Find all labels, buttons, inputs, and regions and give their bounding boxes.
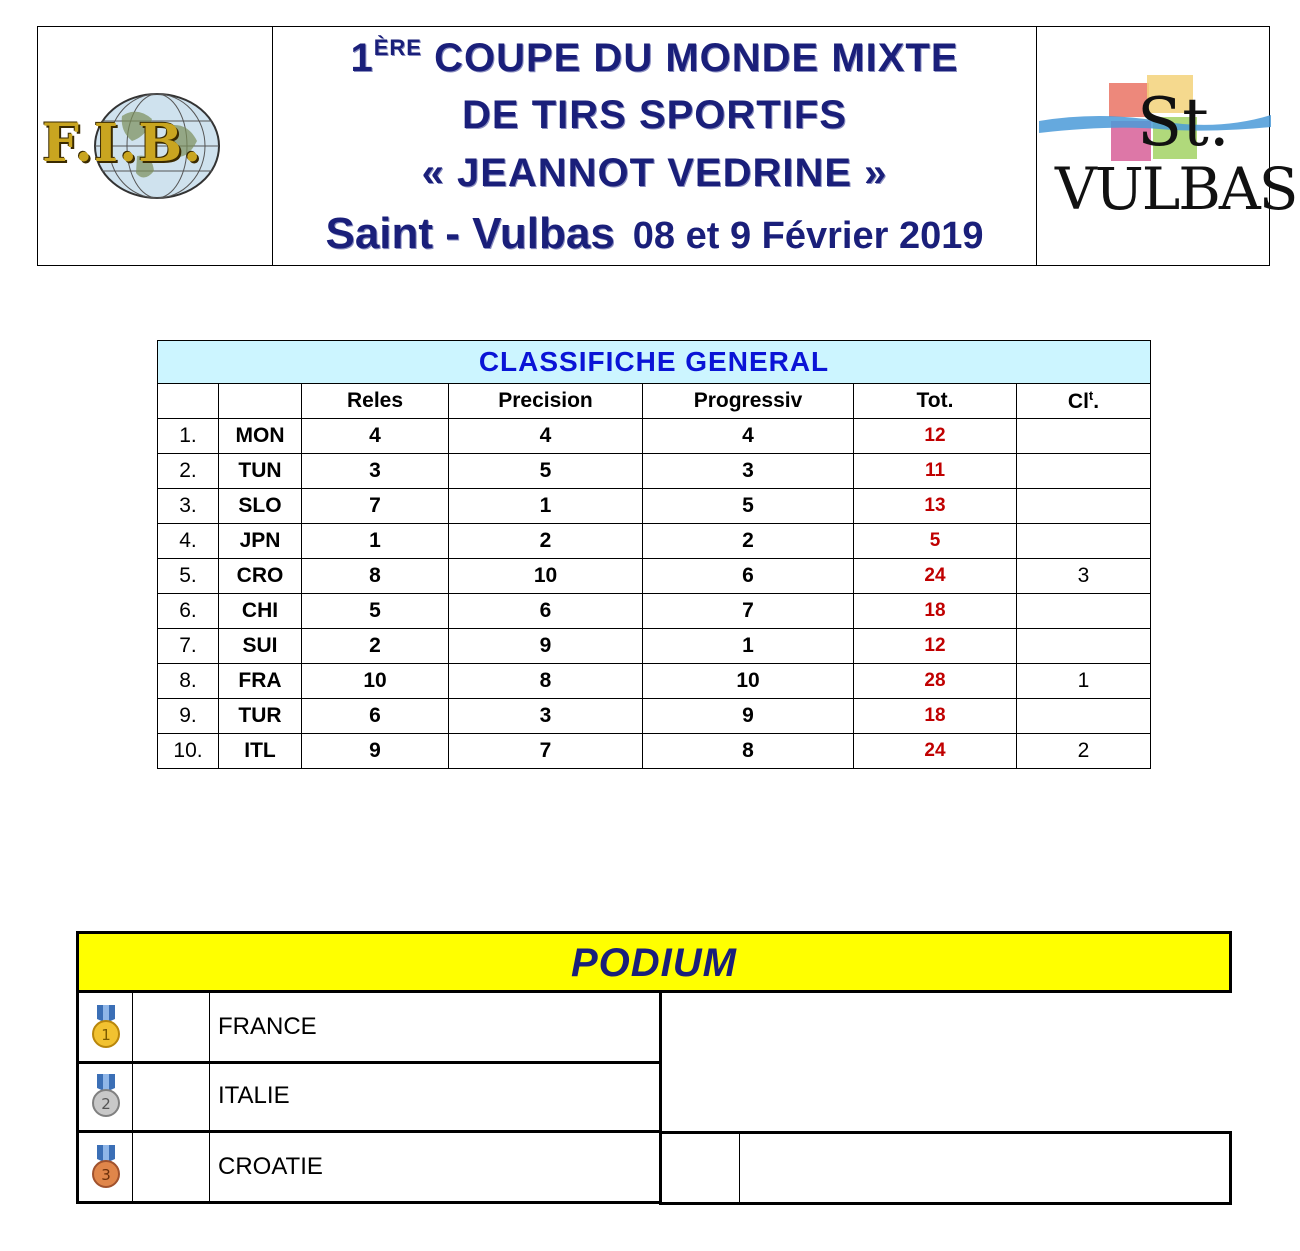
cell-cl: 2 — [1017, 734, 1151, 769]
cell-team: TUN — [219, 454, 302, 489]
cell-progressiv: 6 — [643, 559, 854, 594]
col-header-progressiv: Progressiv — [643, 384, 854, 419]
cell-reles: 8 — [302, 559, 449, 594]
vulbas-logo-text: VULBAS — [1055, 155, 1297, 223]
table-row — [158, 664, 1151, 699]
cell-reles: 2 — [302, 629, 449, 664]
cell-cl — [1017, 454, 1151, 489]
table-title: CLASSIFICHE GENERAL — [158, 341, 1151, 384]
podium-row — [76, 1062, 662, 1133]
location-date-line — [273, 209, 1036, 259]
cell-cl — [1017, 524, 1151, 559]
cell-total: 24 — [854, 734, 1017, 769]
table-row — [158, 699, 1151, 734]
cell-total: 12 — [854, 419, 1017, 454]
cell-cl — [1017, 594, 1151, 629]
podium-extra-cell — [740, 1134, 1229, 1202]
col-header-reles: Reles — [302, 384, 449, 419]
cell-progressiv: 5 — [643, 489, 854, 524]
cell-reles: 10 — [302, 664, 449, 699]
table-title-row — [158, 341, 1151, 384]
cell-cl: 1 — [1017, 664, 1151, 699]
cell-total: 11 — [854, 454, 1017, 489]
cell-total: 18 — [854, 594, 1017, 629]
cell-precision: 10 — [449, 559, 643, 594]
col-header-cl-dot: . — [1093, 390, 1100, 413]
cell-team: TUR — [219, 699, 302, 734]
fib-logo-cell — [38, 27, 273, 265]
podium-extra-box — [659, 1131, 1232, 1205]
table-row — [158, 454, 1151, 489]
title-line-1 — [273, 35, 1036, 81]
cell-total: 13 — [854, 489, 1017, 524]
silver-medal-icon — [91, 1074, 121, 1118]
cell-rank: 10. — [158, 734, 219, 769]
cell-precision: 4 — [449, 419, 643, 454]
cell-team: ITL — [219, 734, 302, 769]
cell-total: 28 — [854, 664, 1017, 699]
fib-logo-text: F.I.B. — [42, 113, 203, 174]
classification-table — [157, 340, 1151, 769]
medal-cell — [79, 993, 133, 1061]
col-header-rank — [158, 384, 219, 419]
cell-cl — [1017, 489, 1151, 524]
cell-progressiv: 8 — [643, 734, 854, 769]
podium-title: PODIUM — [76, 931, 1232, 993]
vulbas-logo-st: St. — [1137, 84, 1230, 161]
cell-total: 18 — [854, 699, 1017, 734]
cell-precision: 6 — [449, 594, 643, 629]
podium-spacer-cell — [133, 1133, 210, 1201]
medal-number: 1 — [101, 1026, 111, 1044]
cell-rank: 2. — [158, 454, 219, 489]
cell-progressiv: 4 — [643, 419, 854, 454]
table-row — [158, 734, 1151, 769]
bronze-medal-icon — [91, 1145, 121, 1189]
podium-country: CROATIE — [218, 1153, 323, 1180]
cell-reles: 1 — [302, 524, 449, 559]
cell-cl — [1017, 699, 1151, 734]
title-line-3: « JEANNOT VEDRINE » — [421, 151, 888, 195]
medal-cell — [79, 1133, 133, 1201]
cell-team: MON — [219, 419, 302, 454]
cell-cl: 3 — [1017, 559, 1151, 594]
title-line-1-text: COUPE DU MONDE MIXTE — [421, 36, 959, 80]
cell-cl — [1017, 419, 1151, 454]
cell-team: CRO — [219, 559, 302, 594]
table-header-row — [158, 384, 1151, 419]
header-banner — [37, 26, 1297, 266]
table-row — [158, 559, 1151, 594]
cell-total: 24 — [854, 559, 1017, 594]
title-ordinal-suffix: ÈRE — [373, 35, 422, 60]
col-header-cl-text: Cl — [1067, 390, 1089, 413]
cell-team: SLO — [219, 489, 302, 524]
table-row — [158, 629, 1151, 664]
location: Saint - Vulbas — [325, 209, 615, 258]
podium-country: FRANCE — [218, 1013, 317, 1040]
cell-total: 12 — [854, 629, 1017, 664]
cell-reles: 9 — [302, 734, 449, 769]
cell-precision: 9 — [449, 629, 643, 664]
cell-progressiv: 7 — [643, 594, 854, 629]
cell-team: JPN — [219, 524, 302, 559]
cell-reles: 6 — [302, 699, 449, 734]
podium-row — [76, 993, 662, 1064]
cell-rank: 9. — [158, 699, 219, 734]
cell-precision: 8 — [449, 664, 643, 699]
col-header-cl — [1017, 384, 1151, 419]
table-row — [158, 419, 1151, 454]
medal-number: 3 — [101, 1166, 111, 1184]
cell-precision: 7 — [449, 734, 643, 769]
cell-total: 5 — [854, 524, 1017, 559]
col-header-cl-sup: t — [1088, 388, 1094, 403]
podium-spacer-cell — [133, 993, 210, 1061]
cell-team: SUI — [219, 629, 302, 664]
gold-medal-icon — [91, 1005, 121, 1049]
cell-precision: 2 — [449, 524, 643, 559]
col-header-team — [219, 384, 302, 419]
cell-cl — [1017, 629, 1151, 664]
cell-team: FRA — [219, 664, 302, 699]
cell-rank: 1. — [158, 419, 219, 454]
title-block — [273, 27, 1037, 265]
cell-rank: 8. — [158, 664, 219, 699]
cell-rank: 7. — [158, 629, 219, 664]
table-row — [158, 594, 1151, 629]
cell-reles: 7 — [302, 489, 449, 524]
cell-precision: 5 — [449, 454, 643, 489]
cell-progressiv: 10 — [643, 664, 854, 699]
cell-progressiv: 9 — [643, 699, 854, 734]
cell-precision: 1 — [449, 489, 643, 524]
col-header-precision: Precision — [449, 384, 643, 419]
cell-progressiv: 3 — [643, 454, 854, 489]
cell-progressiv: 2 — [643, 524, 854, 559]
vulbas-logo-cell — [1037, 27, 1297, 265]
cell-reles: 5 — [302, 594, 449, 629]
cell-precision: 3 — [449, 699, 643, 734]
podium-extra-cell — [662, 1134, 740, 1202]
medal-cell — [79, 1062, 133, 1130]
title-ordinal: 1 — [350, 36, 374, 80]
medal-number: 2 — [101, 1095, 111, 1113]
cell-rank: 5. — [158, 559, 219, 594]
title-line-2: DE TIRS SPORTIFS — [462, 93, 847, 137]
cell-reles: 4 — [302, 419, 449, 454]
cell-rank: 6. — [158, 594, 219, 629]
cell-rank: 3. — [158, 489, 219, 524]
event-date: 08 et 9 Février 2019 — [632, 215, 984, 257]
podium-country: ITALIE — [218, 1082, 290, 1109]
cell-rank: 4. — [158, 524, 219, 559]
podium-spacer-cell — [133, 1062, 210, 1130]
podium-row — [76, 1133, 662, 1204]
cell-progressiv: 1 — [643, 629, 854, 664]
cell-reles: 3 — [302, 454, 449, 489]
table-row — [158, 489, 1151, 524]
col-header-total: Tot. — [854, 384, 1017, 419]
table-row — [158, 524, 1151, 559]
cell-team: CHI — [219, 594, 302, 629]
